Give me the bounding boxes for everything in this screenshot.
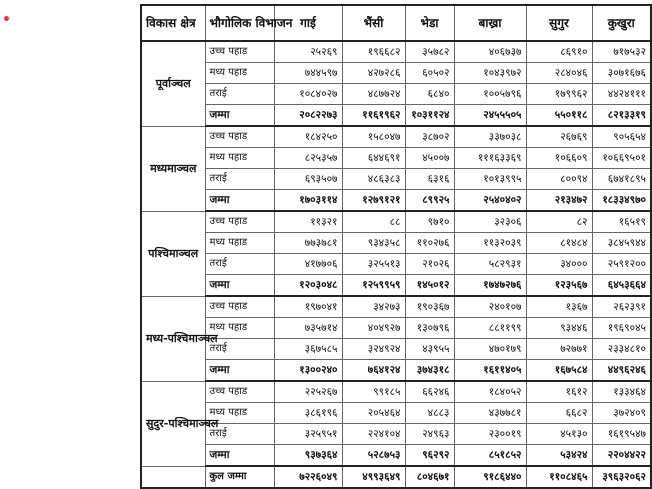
row-label: तराई (205, 84, 274, 105)
value-cell: ४७०१७९ (454, 339, 526, 360)
value-cell: ६८४० (405, 84, 454, 105)
value-cell: ३२५५१३ (342, 254, 405, 275)
value-cell: २२०४४२२ (592, 445, 651, 467)
value-cell: २४९६३ (405, 424, 454, 445)
value-cell: ८६९१० (526, 41, 592, 63)
table-row (141, 211, 651, 233)
region-total-row (141, 275, 651, 297)
value-cell: १५८०४७ (342, 126, 405, 148)
value-cell: ३२५९५१ (274, 424, 342, 445)
value-cell: १०१३९९५ (454, 169, 526, 190)
value-cell: ३६७५८५ (274, 339, 342, 360)
value-cell: ९३४३५८ (342, 233, 405, 254)
value-cell: २३३४८१० (592, 339, 651, 360)
row-label: जम्मा (205, 445, 274, 467)
value-cell: २३००१९ (454, 424, 526, 445)
header-cow: गाई (274, 5, 342, 41)
row-label: मध्य पहाड (205, 318, 274, 339)
row-label: मध्य पहाड (205, 233, 274, 254)
value-cell: ९०५६५४ (592, 126, 651, 148)
value-cell: २६२३९१ (592, 296, 651, 318)
value-cell: ६३१६ (405, 169, 454, 190)
value-cell: १७९९६२ (526, 84, 592, 105)
value-cell: ४५१३० (526, 424, 592, 445)
value-cell: ९७१० (405, 211, 454, 233)
value-cell: ४३९५५ (405, 339, 454, 360)
grand-total-value: ४९९३६४९ (342, 466, 405, 488)
value-cell: ६६२४६ (405, 381, 454, 403)
value-cell: ५८२९३१ (454, 254, 526, 275)
red-dot-marker (4, 16, 9, 21)
header-goat: बाख्रा (454, 5, 526, 41)
grand-total-value: ३९६३२०६२ (592, 466, 651, 488)
value-cell: १९७०४१ (274, 296, 342, 318)
value-cell: २५४०४०२ (454, 190, 526, 212)
value-cell: ४४२४१११ (592, 84, 651, 105)
row-label: तराई (205, 339, 274, 360)
header-chicken: कुखुरा (592, 5, 651, 41)
value-cell: ११६१९६२ (342, 105, 405, 127)
row-label: मध्य पहाड (205, 148, 274, 169)
value-cell: ३२४९२४ (342, 339, 405, 360)
grand-total-value: ८०४६७१ (405, 466, 454, 488)
region-name: सुदुर-पश्चिमाञ्चल (141, 381, 205, 466)
value-cell: ९३७३६४ (274, 445, 342, 467)
value-cell: १९६६८२ (342, 41, 405, 63)
row-label: उच्च पहाड (205, 41, 274, 63)
value-cell: ११३२१ (274, 211, 342, 233)
value-cell: १९६९०४५ (592, 318, 651, 339)
value-cell: ४८८३ (405, 403, 454, 424)
row-label: जम्मा (205, 190, 274, 212)
table-row (141, 233, 651, 254)
value-cell: २४०१०७ (454, 296, 526, 318)
table-row (141, 148, 651, 169)
region-name: मध्य-पश्चिमाञ्चल (141, 296, 205, 381)
table-row (141, 126, 651, 148)
value-cell: १०६६९५०१ (592, 148, 651, 169)
value-cell: ८२१३३१९ (592, 105, 651, 127)
value-cell: १८४०५२ (454, 381, 526, 403)
value-cell: १७०३११४ (274, 190, 342, 212)
value-cell: १७४७२७६ (454, 275, 526, 297)
value-cell: १८४२५० (274, 126, 342, 148)
grand-total-label: कुल जम्मा (205, 466, 274, 488)
value-cell: ३८४५९४४ (592, 233, 651, 254)
value-cell: ६९३५०७ (274, 169, 342, 190)
value-cell: १३००२४० (274, 360, 342, 382)
table-row (141, 169, 651, 190)
header-geographic-division: भौगोलिक विभाजन (205, 5, 274, 41)
table-row (141, 254, 651, 275)
value-cell: ९६२९२ (405, 445, 454, 467)
value-cell: २२५२६७ (274, 381, 342, 403)
table-header-row (141, 5, 651, 41)
value-cell: ६४५३६६४ (592, 275, 651, 297)
value-cell: २८४०४६ (526, 63, 592, 84)
livestock-statistics-table (140, 4, 652, 489)
value-cell: ८८ (342, 211, 405, 233)
value-cell: ३४२७३ (342, 296, 405, 318)
row-label: जम्मा (205, 360, 274, 382)
value-cell: ९९१८५ (342, 381, 405, 403)
value-cell: १४५०१२ (405, 275, 454, 297)
value-cell: ३४००० (526, 254, 592, 275)
table-row (141, 63, 651, 84)
value-cell: २०८२२७३ (274, 105, 342, 127)
value-cell: २५९१२०० (592, 254, 651, 275)
value-cell: ६६८२ (526, 403, 592, 424)
value-cell: १३६७ (526, 296, 592, 318)
value-cell: ८२५३५७ (274, 148, 342, 169)
region-total-row (141, 190, 651, 212)
region-total-row (141, 445, 651, 467)
grand-total-value: ७२२६०४९ (274, 466, 342, 488)
value-cell: २०५४६४ (342, 403, 405, 424)
grand-total-value: ९१८६४४० (454, 466, 526, 488)
value-cell: २१०२६ (405, 254, 454, 275)
region-total-row (141, 360, 651, 382)
value-cell: २१३४७२ (526, 190, 592, 212)
row-label: तराई (205, 254, 274, 275)
value-cell: ३३७०३८ (454, 126, 526, 148)
value-cell: ९३४४६ (526, 318, 592, 339)
value-cell: ४५००७ (405, 148, 454, 169)
table-row (141, 381, 651, 403)
value-cell: ४२७२८६ (342, 63, 405, 84)
value-cell: १३०७९६ (405, 318, 454, 339)
value-cell: ३७४३१८ (405, 360, 454, 382)
value-cell: १०६६०९ (526, 148, 592, 169)
row-label: उच्च पहाड (205, 296, 274, 318)
value-cell: ८००९४ (526, 169, 592, 190)
value-cell: १३३४६४ (592, 381, 651, 403)
value-cell: ४०६७३७ (454, 41, 526, 63)
value-cell: ४३७७८१ (454, 403, 526, 424)
value-cell: १२७९१२१ (342, 190, 405, 212)
row-label: मध्य पहाड (205, 403, 274, 424)
value-cell: १६५१९ (592, 211, 651, 233)
value-cell: ८२ (526, 211, 592, 233)
value-cell: ४१७७०६ (274, 254, 342, 275)
value-cell: ६७४१८९५ (592, 169, 651, 190)
row-label: मध्य पहाड (205, 63, 274, 84)
value-cell: २६७६९ (526, 126, 592, 148)
value-cell: १०८४०२७ (274, 84, 342, 105)
header-pig: सुगुर (526, 5, 592, 41)
region-total-row (141, 105, 651, 127)
row-label: जम्मा (205, 105, 274, 127)
value-cell: ३७२४०९ (592, 403, 651, 424)
value-cell: १००५७९६ (454, 84, 526, 105)
value-cell: ७६४१२४ (342, 360, 405, 382)
value-cell: ८९९२५ (405, 190, 454, 212)
header-sheep: भेडा (405, 5, 454, 41)
value-cell: २५२६९ (274, 41, 342, 63)
value-cell: ८८११९९ (454, 318, 526, 339)
grand-total-row (141, 466, 651, 488)
value-cell: ७३५७१४ (274, 318, 342, 339)
value-cell: २४५५५०५ (454, 105, 526, 127)
value-cell: १२५९९५९ (342, 275, 405, 297)
region-name: पश्चिमाञ्चल (141, 211, 205, 296)
value-cell: १६७५८४ (526, 360, 592, 382)
table-row (141, 296, 651, 318)
value-cell: ३५७८२ (405, 41, 454, 63)
value-cell: ७२७७१ (526, 339, 592, 360)
value-cell: १११६३३६९ (454, 148, 526, 169)
table-row (141, 84, 651, 105)
value-cell: ४८६३८३ (342, 169, 405, 190)
header-development-region: विकास क्षेत्र (141, 5, 205, 41)
row-label: जम्मा (205, 275, 274, 297)
value-cell: ६४४६९१ (342, 148, 405, 169)
table-row (141, 41, 651, 63)
value-cell: १२०३०४८ (274, 275, 342, 297)
value-cell: ७४४५९७ (274, 63, 342, 84)
value-cell: ११३२०३९ (454, 233, 526, 254)
value-cell: ५५०११८ (526, 105, 592, 127)
value-cell: ३८६१९६ (274, 403, 342, 424)
row-label: उच्च पहाड (205, 126, 274, 148)
row-label: उच्च पहाड (205, 381, 274, 403)
grand-total-spacer (141, 466, 205, 488)
value-cell: ७१७५३२ (592, 41, 651, 63)
value-cell: २२४१०४ (342, 424, 405, 445)
header-buffalo: भैंसी (342, 5, 405, 41)
value-cell: ४८७७२४ (342, 84, 405, 105)
row-label: उच्च पहाड (205, 211, 274, 233)
value-cell: ७७३७८१ (274, 233, 342, 254)
value-cell: ८१४८४ (526, 233, 592, 254)
value-cell: १६१२ (526, 381, 592, 403)
value-cell: १०४३९७२ (454, 63, 526, 84)
value-cell: १८३३४९७० (592, 190, 651, 212)
region-name: मध्यमाञ्चल (141, 126, 205, 211)
value-cell: ८५१८५२ (454, 445, 526, 467)
value-cell: ५३४२४ (526, 445, 592, 467)
region-name: पूर्वाञ्चल (141, 41, 205, 126)
value-cell: ३२३०६ (454, 211, 526, 233)
value-cell: ४०४९२७ (342, 318, 405, 339)
value-cell: ११०२७६ (405, 233, 454, 254)
value-cell: १६११४०५ (454, 360, 526, 382)
value-cell: ३०७१६७६ (592, 63, 651, 84)
value-cell: ५२८७५३ (342, 445, 405, 467)
value-cell: ४४९६२४६ (592, 360, 651, 382)
row-label: तराई (205, 424, 274, 445)
value-cell: १६१९५४७ (592, 424, 651, 445)
grand-total-value: ११०८४६५ (526, 466, 592, 488)
value-cell: ६०५०२ (405, 63, 454, 84)
value-cell: १९०३६७ (405, 296, 454, 318)
value-cell: ३८७०२ (405, 126, 454, 148)
row-label: तराई (205, 169, 274, 190)
value-cell: १०३११२४ (405, 105, 454, 127)
value-cell: १२३५६७ (526, 275, 592, 297)
